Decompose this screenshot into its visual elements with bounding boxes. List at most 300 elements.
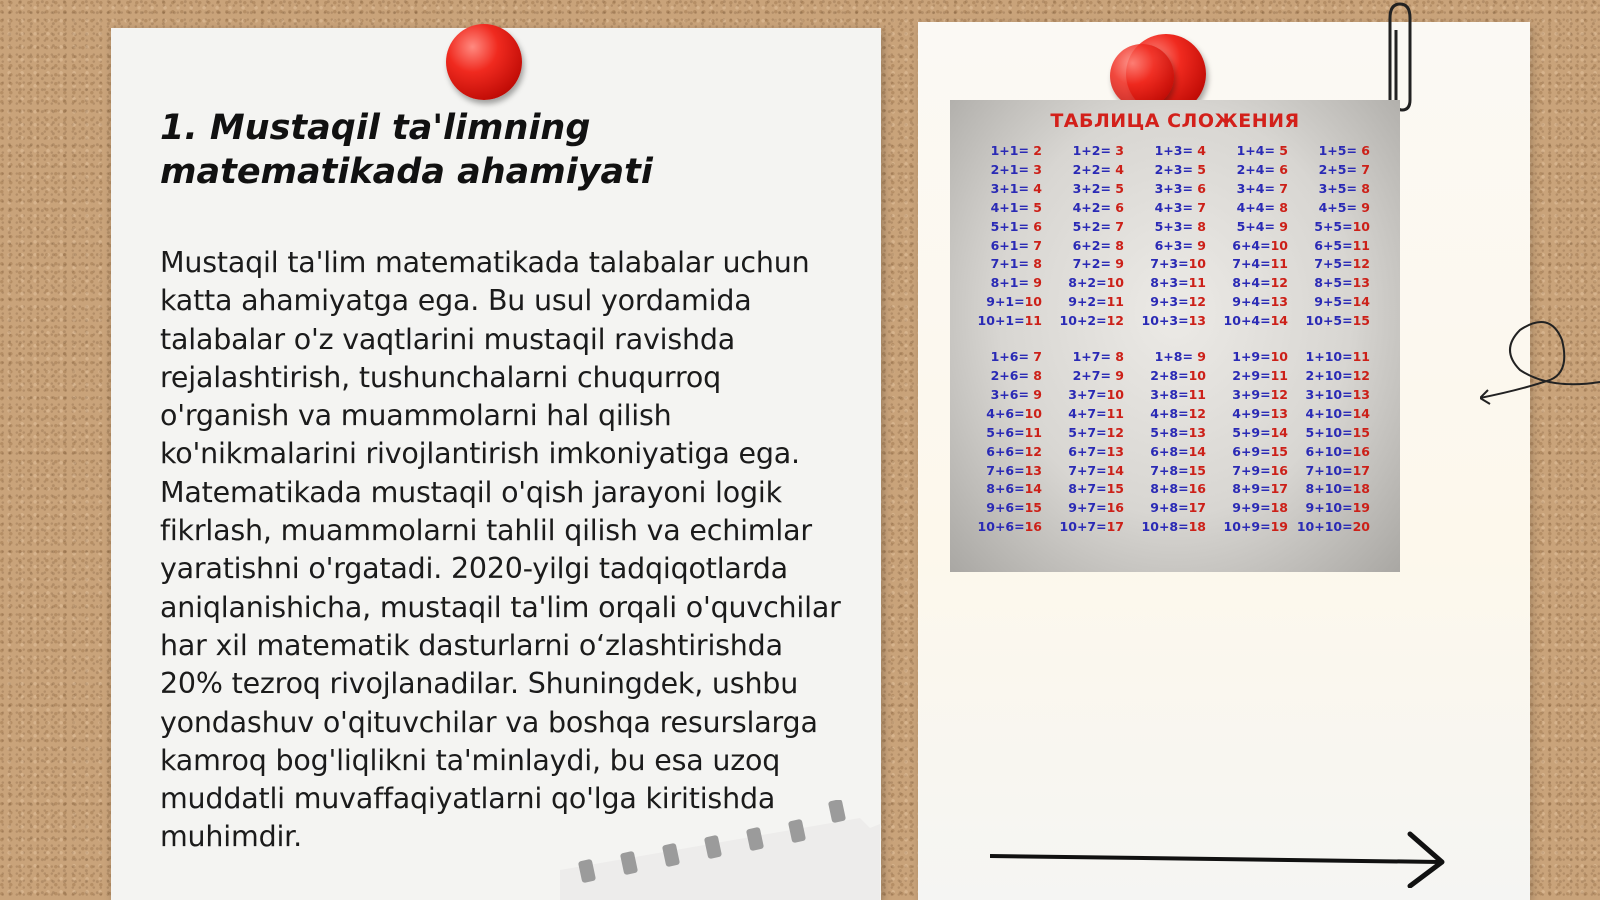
equation-expression: 1+7=	[1072, 349, 1116, 365]
addition-table-column	[1296, 348, 1378, 537]
equation-expression: 10+4=	[1223, 313, 1271, 329]
addition-equation	[1296, 480, 1378, 499]
addition-equation	[1132, 180, 1214, 199]
pushpin-icon	[1110, 44, 1174, 108]
equation-result: 5	[1197, 161, 1206, 177]
equation-expression: 4+6=	[986, 405, 1025, 421]
addition-equation	[1050, 462, 1132, 481]
addition-equation	[1214, 293, 1296, 312]
addition-equation	[1050, 255, 1132, 274]
equation-expression: 6+3=	[1154, 237, 1198, 253]
equation-result: 13	[1188, 424, 1206, 440]
equation-expression: 3+3=	[1154, 180, 1198, 196]
equation-expression: 1+8=	[1154, 349, 1198, 365]
addition-equation	[1296, 180, 1378, 199]
addition-table-block-2	[950, 348, 1400, 537]
equation-result: 14	[1352, 294, 1370, 310]
addition-equation	[1132, 293, 1214, 312]
addition-equation	[1050, 405, 1132, 424]
equation-expression: 6+10=	[1305, 443, 1353, 459]
addition-equation	[1296, 161, 1378, 180]
addition-equation	[1050, 424, 1132, 443]
addition-equation	[968, 218, 1050, 237]
equation-expression: 4+5=	[1318, 199, 1362, 215]
equation-expression: 6+5=	[1314, 237, 1353, 253]
addition-equation	[1050, 499, 1132, 518]
addition-equation	[968, 348, 1050, 367]
equation-expression: 8+4=	[1232, 275, 1271, 291]
equation-expression: 10+7=	[1059, 519, 1107, 535]
equation-expression: 2+7=	[1072, 367, 1116, 383]
addition-equation	[968, 274, 1050, 293]
equation-result: 8	[1033, 367, 1042, 383]
equation-expression: 3+1=	[990, 180, 1034, 196]
equation-result: 7	[1197, 199, 1206, 215]
addition-equation	[1050, 180, 1132, 199]
addition-table-column	[968, 142, 1050, 331]
addition-equation	[1132, 386, 1214, 405]
addition-equation	[1132, 405, 1214, 424]
arrow-right-icon	[990, 828, 1450, 888]
addition-equation	[1050, 218, 1132, 237]
addition-equation	[1296, 518, 1378, 537]
equation-expression: 3+9=	[1232, 386, 1271, 402]
equation-expression: 3+2=	[1072, 180, 1116, 196]
equation-result: 15	[1106, 481, 1124, 497]
equation-expression: 5+10=	[1305, 424, 1353, 440]
equation-result: 13	[1270, 294, 1288, 310]
equation-result: 7	[1115, 218, 1124, 234]
addition-equation	[1132, 367, 1214, 386]
equation-expression: 7+1=	[990, 256, 1034, 272]
addition-equation	[1050, 293, 1132, 312]
addition-equation	[968, 386, 1050, 405]
equation-expression: 7+8=	[1150, 462, 1189, 478]
equation-result: 13	[1024, 462, 1042, 478]
equation-result: 16	[1270, 462, 1288, 478]
equation-expression: 5+4=	[1236, 218, 1280, 234]
equation-result: 8	[1115, 237, 1124, 253]
equation-result: 11	[1270, 367, 1288, 383]
equation-expression: 7+2=	[1072, 256, 1116, 272]
addition-equation	[1296, 499, 1378, 518]
addition-equation	[1214, 180, 1296, 199]
addition-equation	[1050, 348, 1132, 367]
addition-equation	[1296, 405, 1378, 424]
equation-result: 3	[1033, 161, 1042, 177]
equation-result: 14	[1270, 424, 1288, 440]
equation-result: 14	[1024, 481, 1042, 497]
addition-table-block-1	[950, 142, 1400, 331]
equation-expression: 5+2=	[1072, 218, 1116, 234]
equation-expression: 2+6=	[990, 367, 1034, 383]
addition-equation	[968, 161, 1050, 180]
equation-result: 6	[1279, 161, 1288, 177]
addition-equation	[1050, 199, 1132, 218]
addition-equation	[1214, 386, 1296, 405]
addition-equation	[1296, 443, 1378, 462]
addition-equation	[1132, 274, 1214, 293]
addition-equation	[1050, 518, 1132, 537]
equation-expression: 1+9=	[1232, 349, 1271, 365]
equation-expression: 10+10=	[1296, 519, 1353, 535]
addition-equation	[1132, 161, 1214, 180]
equation-result: 20	[1352, 519, 1370, 535]
equation-result: 10	[1106, 386, 1124, 402]
addition-equation	[968, 367, 1050, 386]
equation-expression: 9+4=	[1232, 294, 1271, 310]
addition-equation	[1050, 443, 1132, 462]
equation-result: 12	[1024, 443, 1042, 459]
equation-result: 3	[1115, 143, 1124, 158]
equation-expression: 4+4=	[1236, 199, 1280, 215]
equation-result: 12	[1352, 256, 1370, 272]
equation-expression: 6+9=	[1232, 443, 1271, 459]
equation-result: 11	[1106, 294, 1124, 310]
addition-equation	[1214, 424, 1296, 443]
equation-result: 16	[1188, 481, 1206, 497]
equation-result: 11	[1352, 237, 1370, 253]
equation-result: 6	[1361, 143, 1370, 158]
equation-expression: 7+6=	[986, 462, 1025, 478]
equation-result: 12	[1106, 313, 1124, 329]
addition-equation	[1296, 237, 1378, 256]
equation-result: 10	[1352, 218, 1370, 234]
equation-expression: 5+9=	[1232, 424, 1271, 440]
equation-expression: 9+10=	[1305, 500, 1353, 516]
equation-expression: 9+1=	[986, 294, 1025, 310]
addition-table-title: ТАБЛИЦА СЛОЖЕНИЯ	[1050, 110, 1300, 132]
addition-table-column	[1132, 142, 1214, 331]
addition-equation	[1296, 199, 1378, 218]
equation-result: 9	[1197, 349, 1206, 365]
equation-result: 12	[1270, 275, 1288, 291]
equation-expression: 7+10=	[1305, 462, 1353, 478]
addition-equation	[1214, 499, 1296, 518]
equation-result: 7	[1361, 161, 1370, 177]
equation-expression: 8+9=	[1232, 481, 1271, 497]
equation-expression: 9+3=	[1150, 294, 1189, 310]
equation-expression: 6+6=	[986, 443, 1025, 459]
addition-equation	[1214, 367, 1296, 386]
addition-equation	[1214, 348, 1296, 367]
equation-result: 19	[1270, 519, 1288, 535]
addition-equation	[1214, 161, 1296, 180]
equation-expression: 1+5=	[1318, 143, 1362, 158]
equation-expression: 1+10=	[1305, 349, 1353, 365]
equation-expression: 5+5=	[1314, 218, 1353, 234]
equation-expression: 7+9=	[1232, 462, 1271, 478]
equation-expression: 5+7=	[1068, 424, 1107, 440]
equation-result: 17	[1188, 500, 1206, 516]
equation-result: 8	[1197, 218, 1206, 234]
addition-equation	[968, 443, 1050, 462]
equation-result: 5	[1279, 143, 1288, 158]
equation-result: 15	[1188, 462, 1206, 478]
equation-expression: 10+8=	[1141, 519, 1189, 535]
equation-expression: 8+8=	[1150, 481, 1189, 497]
equation-expression: 3+4=	[1236, 180, 1280, 196]
addition-equation	[1132, 255, 1214, 274]
addition-equation	[1296, 367, 1378, 386]
equation-result: 10	[1106, 275, 1124, 291]
addition-equation	[1214, 480, 1296, 499]
equation-expression: 8+1=	[990, 275, 1034, 291]
equation-expression: 10+6=	[977, 519, 1025, 535]
addition-equation	[968, 293, 1050, 312]
equation-result: 4	[1033, 180, 1042, 196]
equation-expression: 6+4=	[1232, 237, 1271, 253]
addition-equation	[968, 199, 1050, 218]
equation-result: 15	[1270, 443, 1288, 459]
equation-result: 14	[1106, 462, 1124, 478]
equation-result: 16	[1106, 500, 1124, 516]
equation-result: 9	[1115, 256, 1124, 272]
equation-result: 10	[1188, 367, 1206, 383]
equation-result: 9	[1115, 367, 1124, 383]
equation-expression: 3+6=	[990, 386, 1034, 402]
addition-table-column	[1214, 142, 1296, 331]
equation-result: 10	[1270, 237, 1288, 253]
equation-expression: 6+8=	[1150, 443, 1189, 459]
equation-expression: 5+1=	[990, 218, 1034, 234]
addition-equation	[1132, 462, 1214, 481]
addition-equation	[1050, 237, 1132, 256]
addition-equation	[1050, 480, 1132, 499]
addition-equation	[968, 405, 1050, 424]
equation-expression: 8+3=	[1150, 275, 1189, 291]
addition-equation	[1296, 218, 1378, 237]
equation-result: 8	[1279, 199, 1288, 215]
addition-equation	[968, 480, 1050, 499]
equation-result: 14	[1352, 405, 1370, 421]
equation-result: 17	[1270, 481, 1288, 497]
equation-expression: 2+1=	[990, 161, 1034, 177]
equation-expression: 10+9=	[1223, 519, 1271, 535]
addition-table-column	[1214, 348, 1296, 537]
equation-expression: 1+2=	[1072, 143, 1116, 158]
addition-equation	[1296, 424, 1378, 443]
addition-equation	[1214, 462, 1296, 481]
addition-equation	[1214, 255, 1296, 274]
addition-equation	[1132, 218, 1214, 237]
equation-result: 16	[1024, 519, 1042, 535]
equation-expression: 3+7=	[1068, 386, 1107, 402]
addition-equation	[1296, 462, 1378, 481]
equation-result: 8	[1033, 256, 1042, 272]
equation-result: 9	[1033, 275, 1042, 291]
equation-result: 11	[1352, 349, 1370, 365]
equation-expression: 2+8=	[1150, 367, 1189, 383]
equation-result: 2	[1033, 143, 1042, 158]
addition-equation	[968, 180, 1050, 199]
equation-result: 12	[1270, 386, 1288, 402]
addition-equation	[1132, 237, 1214, 256]
equation-result: 18	[1352, 481, 1370, 497]
equation-result: 14	[1188, 443, 1206, 459]
equation-result: 6	[1115, 199, 1124, 215]
addition-equation	[1214, 199, 1296, 218]
equation-expression: 3+10=	[1305, 386, 1353, 402]
addition-equation	[1050, 142, 1132, 161]
addition-equation	[1132, 312, 1214, 331]
equation-expression: 6+2=	[1072, 237, 1116, 253]
equation-expression: 5+6=	[986, 424, 1025, 440]
addition-table-column	[1050, 348, 1132, 537]
slide-title: 1. Mustaqil ta'limning matematikada ahamiyati	[160, 108, 653, 192]
equation-result: 7	[1033, 349, 1042, 365]
equation-expression: 2+2=	[1072, 161, 1116, 177]
equation-expression: 6+7=	[1068, 443, 1107, 459]
addition-equation	[1296, 386, 1378, 405]
squiggle-arrow-icon	[1480, 310, 1600, 410]
equation-expression: 4+9=	[1232, 405, 1271, 421]
equation-expression: 2+3=	[1154, 161, 1198, 177]
addition-equation	[1132, 424, 1214, 443]
equation-expression: 5+3=	[1154, 218, 1198, 234]
addition-equation	[1214, 218, 1296, 237]
equation-result: 15	[1352, 313, 1370, 329]
equation-expression: 7+7=	[1068, 462, 1107, 478]
equation-result: 11	[1188, 275, 1206, 291]
equation-result: 13	[1352, 386, 1370, 402]
equation-result: 5	[1115, 180, 1124, 196]
equation-expression: 5+8=	[1150, 424, 1189, 440]
equation-expression: 7+3=	[1150, 256, 1189, 272]
equation-expression: 9+5=	[1314, 294, 1353, 310]
equation-expression: 4+10=	[1305, 405, 1353, 421]
equation-expression: 9+6=	[986, 500, 1025, 516]
addition-equation	[1296, 142, 1378, 161]
equation-result: 12	[1188, 405, 1206, 421]
equation-expression: 8+6=	[986, 481, 1025, 497]
addition-equation	[1296, 312, 1378, 331]
addition-table-column	[968, 348, 1050, 537]
equation-expression: 3+8=	[1150, 386, 1189, 402]
equation-expression: 4+8=	[1150, 405, 1189, 421]
addition-equation	[968, 255, 1050, 274]
equation-result: 11	[1024, 313, 1042, 329]
addition-equation	[1214, 405, 1296, 424]
equation-result: 18	[1188, 519, 1206, 535]
equation-result: 13	[1270, 405, 1288, 421]
equation-result: 9	[1033, 386, 1042, 402]
equation-result: 7	[1033, 237, 1042, 253]
addition-equation	[1132, 480, 1214, 499]
equation-result: 14	[1270, 313, 1288, 329]
equation-result: 4	[1115, 161, 1124, 177]
addition-equation	[1296, 348, 1378, 367]
addition-equation	[1132, 142, 1214, 161]
addition-equation	[968, 237, 1050, 256]
equation-expression: 7+4=	[1232, 256, 1271, 272]
equation-expression: 10+5=	[1305, 313, 1353, 329]
addition-equation	[1050, 161, 1132, 180]
equation-expression: 4+2=	[1072, 199, 1116, 215]
equation-expression: 9+7=	[1068, 500, 1107, 516]
equation-expression: 10+1=	[977, 313, 1025, 329]
equation-expression: 10+2=	[1059, 313, 1107, 329]
equation-expression: 1+4=	[1236, 143, 1280, 158]
equation-expression: 8+5=	[1314, 275, 1353, 291]
equation-result: 12	[1188, 294, 1206, 310]
equation-result: 13	[1106, 443, 1124, 459]
equation-result: 15	[1352, 424, 1370, 440]
addition-table-column	[1132, 348, 1214, 537]
addition-table-column	[1050, 142, 1132, 331]
equation-result: 12	[1106, 424, 1124, 440]
equation-expression: 1+3=	[1154, 143, 1198, 158]
addition-table-image	[950, 100, 1400, 572]
pushpin-icon	[446, 24, 522, 100]
addition-equation	[1132, 499, 1214, 518]
equation-expression: 8+2=	[1068, 275, 1107, 291]
equation-result: 13	[1352, 275, 1370, 291]
equation-expression: 10+3=	[1141, 313, 1189, 329]
addition-equation	[1214, 274, 1296, 293]
equation-expression: 9+9=	[1232, 500, 1271, 516]
addition-equation	[968, 518, 1050, 537]
addition-equation	[1132, 443, 1214, 462]
equation-expression: 4+3=	[1154, 199, 1198, 215]
equation-expression: 2+5=	[1318, 161, 1362, 177]
equation-result: 5	[1033, 199, 1042, 215]
equation-expression: 8+7=	[1068, 481, 1107, 497]
equation-result: 10	[1024, 294, 1042, 310]
equation-expression: 9+8=	[1150, 500, 1189, 516]
equation-expression: 6+1=	[990, 237, 1034, 253]
equation-result: 11	[1188, 386, 1206, 402]
equation-result: 10	[1024, 405, 1042, 421]
addition-equation	[968, 499, 1050, 518]
equation-expression: 9+2=	[1068, 294, 1107, 310]
equation-result: 17	[1106, 519, 1124, 535]
equation-expression: 2+10=	[1305, 367, 1353, 383]
equation-expression: 7+5=	[1314, 256, 1353, 272]
addition-equation	[1132, 199, 1214, 218]
addition-equation	[1132, 348, 1214, 367]
addition-equation	[1214, 237, 1296, 256]
slide-body-text: Mustaqil ta'lim matematikada talabalar uchun katta ahamiyatga ega. Bu usul yordamida talabalar o'z vaqtlarini mustaqil ravishda rejalashtirish, tushunchalarni chuqurroq o'rganish va muammolarni hal qilish ko'nikmalarini rivojlantirish imkoniyatiga ega. Matematikada mustaqil o'qish jarayoni logik fikrlash, muammolarni tahlil qilish va echimlar yaratishni o'rgatadi. 2020-yilgi tadqiqotlarda aniqlanishicha, mustaqil ta'lim orqali o'quvchilar har xil matematik dasturlarni o‘zlashtirishda 20% tezroq rivojlanadilar. Shuningdek, ushbu yondashuv o'qituvchilar va boshqa resurslarga kamroq bog'liqlikni ta'minlaydi, bu esa uzoq muddatli muvaffaqiyatlarni qo'lga kiritishda muhimdir.	[160, 246, 841, 854]
equation-result: 6	[1033, 218, 1042, 234]
addition-equation	[1296, 255, 1378, 274]
equation-result: 10	[1188, 256, 1206, 272]
equation-expression: 2+9=	[1232, 367, 1271, 383]
equation-result: 6	[1197, 180, 1206, 196]
addition-equation	[1296, 293, 1378, 312]
equation-result: 11	[1024, 424, 1042, 440]
equation-result: 9	[1361, 199, 1370, 215]
equation-result: 12	[1352, 367, 1370, 383]
equation-expression: 3+5=	[1318, 180, 1362, 196]
equation-result: 18	[1270, 500, 1288, 516]
equation-expression: 8+10=	[1305, 481, 1353, 497]
addition-equation	[1132, 518, 1214, 537]
equation-result: 8	[1361, 180, 1370, 196]
equation-result: 15	[1024, 500, 1042, 516]
equation-result: 16	[1352, 443, 1370, 459]
equation-result: 8	[1115, 349, 1124, 365]
equation-result: 4	[1197, 143, 1206, 158]
equation-result: 11	[1270, 256, 1288, 272]
addition-equation	[1214, 312, 1296, 331]
addition-equation	[1214, 443, 1296, 462]
addition-equation	[1050, 367, 1132, 386]
addition-equation	[968, 312, 1050, 331]
equation-result: 9	[1279, 218, 1288, 234]
addition-equation	[1214, 518, 1296, 537]
equation-result: 19	[1352, 500, 1370, 516]
